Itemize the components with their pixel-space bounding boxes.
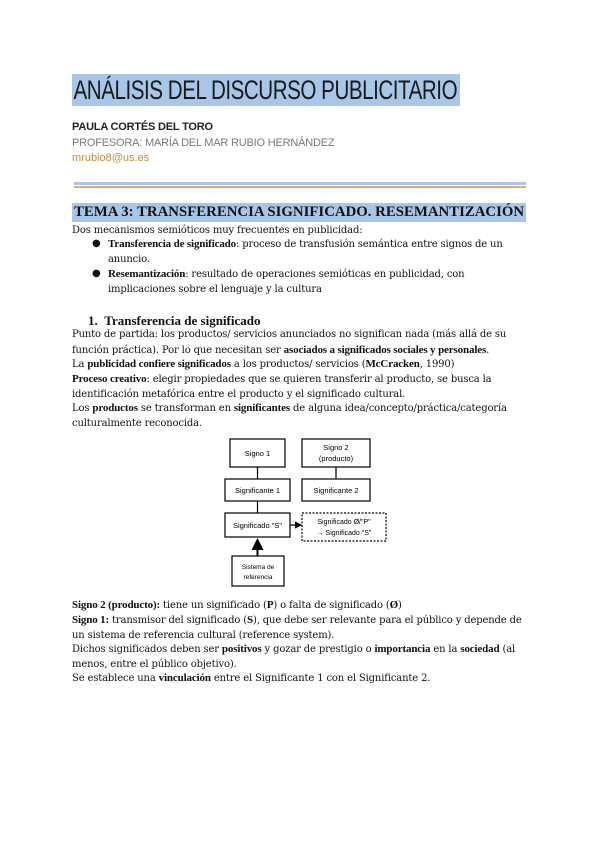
text-run: ) <box>398 600 402 611</box>
tema-heading: TEMA 3: TRANSFERENCIA SIGNIFICADO. RESEMANTIZACIÓN <box>73 204 525 220</box>
email-link[interactable]: mrubio8@us.es <box>72 152 150 164</box>
bold-run: Signo 1: <box>72 614 110 626</box>
section-number: 1. <box>88 313 98 328</box>
text-run: a los productos/ servicios ( <box>230 359 366 370</box>
text-run: Dichos significados deben ser <box>72 644 222 655</box>
section-title: Transferencia de significado <box>104 313 261 328</box>
bullet-icon: ● <box>92 268 101 279</box>
bold-run: Ø <box>389 599 399 611</box>
label-significado-p: Significado Ø/"P" <box>317 519 371 526</box>
text-run: transmisor del significado ( <box>109 615 247 626</box>
section-heading <box>88 313 261 329</box>
bold-run: McCracken <box>365 358 420 370</box>
paragraph-1 <box>72 328 532 358</box>
paragraph-8 <box>72 671 532 687</box>
paragraph-6 <box>72 613 532 643</box>
bold-run: significantes <box>233 402 290 414</box>
bullet-text: : resultado de operaciones semióticas en publicidad, con implicaciones sobre el lenguaje y la cultura <box>108 269 465 295</box>
label-referencia: referencia <box>243 574 273 581</box>
label-significante2: Significante 2 <box>313 486 359 495</box>
bold-run: sociedad <box>460 643 500 655</box>
bold-run: publicidad confiere significados <box>87 358 231 370</box>
semiotic-diagram <box>220 434 390 590</box>
text-run: Se establece una <box>72 673 159 684</box>
bold-run: importancia <box>374 643 431 655</box>
bold-run: P <box>266 599 274 611</box>
label-significante1: Significante 1 <box>234 486 281 495</box>
label-significado-s2: → Significado "S" <box>316 530 372 537</box>
bullet-term: Resemantización <box>108 268 186 280</box>
text-run: Los <box>72 403 93 414</box>
paragraph-3 <box>72 372 532 402</box>
text-run: La <box>72 359 88 370</box>
document-title: ANÁLISIS DEL DISCURSO PUBLICITARIO <box>72 74 460 106</box>
text-run: . <box>486 344 490 356</box>
text-run: ), que debe ser relevante para el público y depende de un sistema de referencia cultural (reference system). <box>72 615 522 641</box>
bold-run: S <box>247 614 253 626</box>
label-producto: (producto) <box>318 454 354 463</box>
intro-text: Dos mecanismos semióticos muy frecuentes en publicidad: <box>72 225 363 236</box>
label-signo2: Signo 2 <box>323 443 349 452</box>
box-sistema-referencia <box>232 556 284 586</box>
bold-run: vinculación <box>158 672 211 684</box>
text-run: ) o falta de significado ( <box>273 600 390 611</box>
paragraph-7 <box>72 642 532 672</box>
header-divider-blue <box>74 182 526 185</box>
bold-run: productos <box>92 402 138 414</box>
paragraph-2 <box>72 357 532 373</box>
paragraph-4 <box>72 401 532 431</box>
bullet-item <box>108 237 528 267</box>
professor-line: PROFESORA: MARÍA DEL MAR RUBIO HERNÁNDEZ <box>72 137 335 149</box>
bold-run: Signo 2 (producto): <box>72 599 161 611</box>
label-sistema: Sistema de <box>241 564 275 571</box>
bullet-text: : proceso de transfusión semántica entre signos de un anuncio. <box>108 239 503 265</box>
text-run: en la <box>430 644 461 655</box>
text-run: y gozar de prestigio o <box>261 644 375 655</box>
text-run: (al menos, entre el público objetivo). <box>72 644 516 670</box>
text-run: Punto de partida: los productos/ servicios anunciados no significan nada (más allá de su función práctica). Por lo que necesitan ser <box>72 329 507 356</box>
text-run: , 1990) <box>419 359 455 370</box>
bold-run: positivos <box>221 643 262 655</box>
label-significado-s: Significado "S" <box>232 521 283 530</box>
text-run: tiene un significado ( <box>160 600 267 611</box>
text-run: entre el Significante 1 con el Significante 2. <box>210 673 431 684</box>
text-run: : elegir propiedades que se quieren transferir al producto, se busca la identificación metafórica entre el producto y el significado cultural. <box>72 374 492 400</box>
text-run: se transforman en <box>137 403 234 414</box>
bold-run: asociados a significados sociales y personales <box>283 343 487 356</box>
bullet-icon: ● <box>92 238 101 249</box>
header-divider-gold <box>74 186 526 188</box>
author-name: PAULA CORTÉS DEL TORO <box>72 121 213 133</box>
label-signo1: Signo 1 <box>244 449 271 458</box>
paragraph-5 <box>72 598 532 614</box>
bullet-item <box>108 267 528 297</box>
text-run: de alguna idea/concepto/práctica/categoría culturalmente reconocida. <box>72 403 507 429</box>
bold-run: Proceso creativo <box>72 373 147 385</box>
bullet-term: Transferencia de significado <box>108 238 236 250</box>
